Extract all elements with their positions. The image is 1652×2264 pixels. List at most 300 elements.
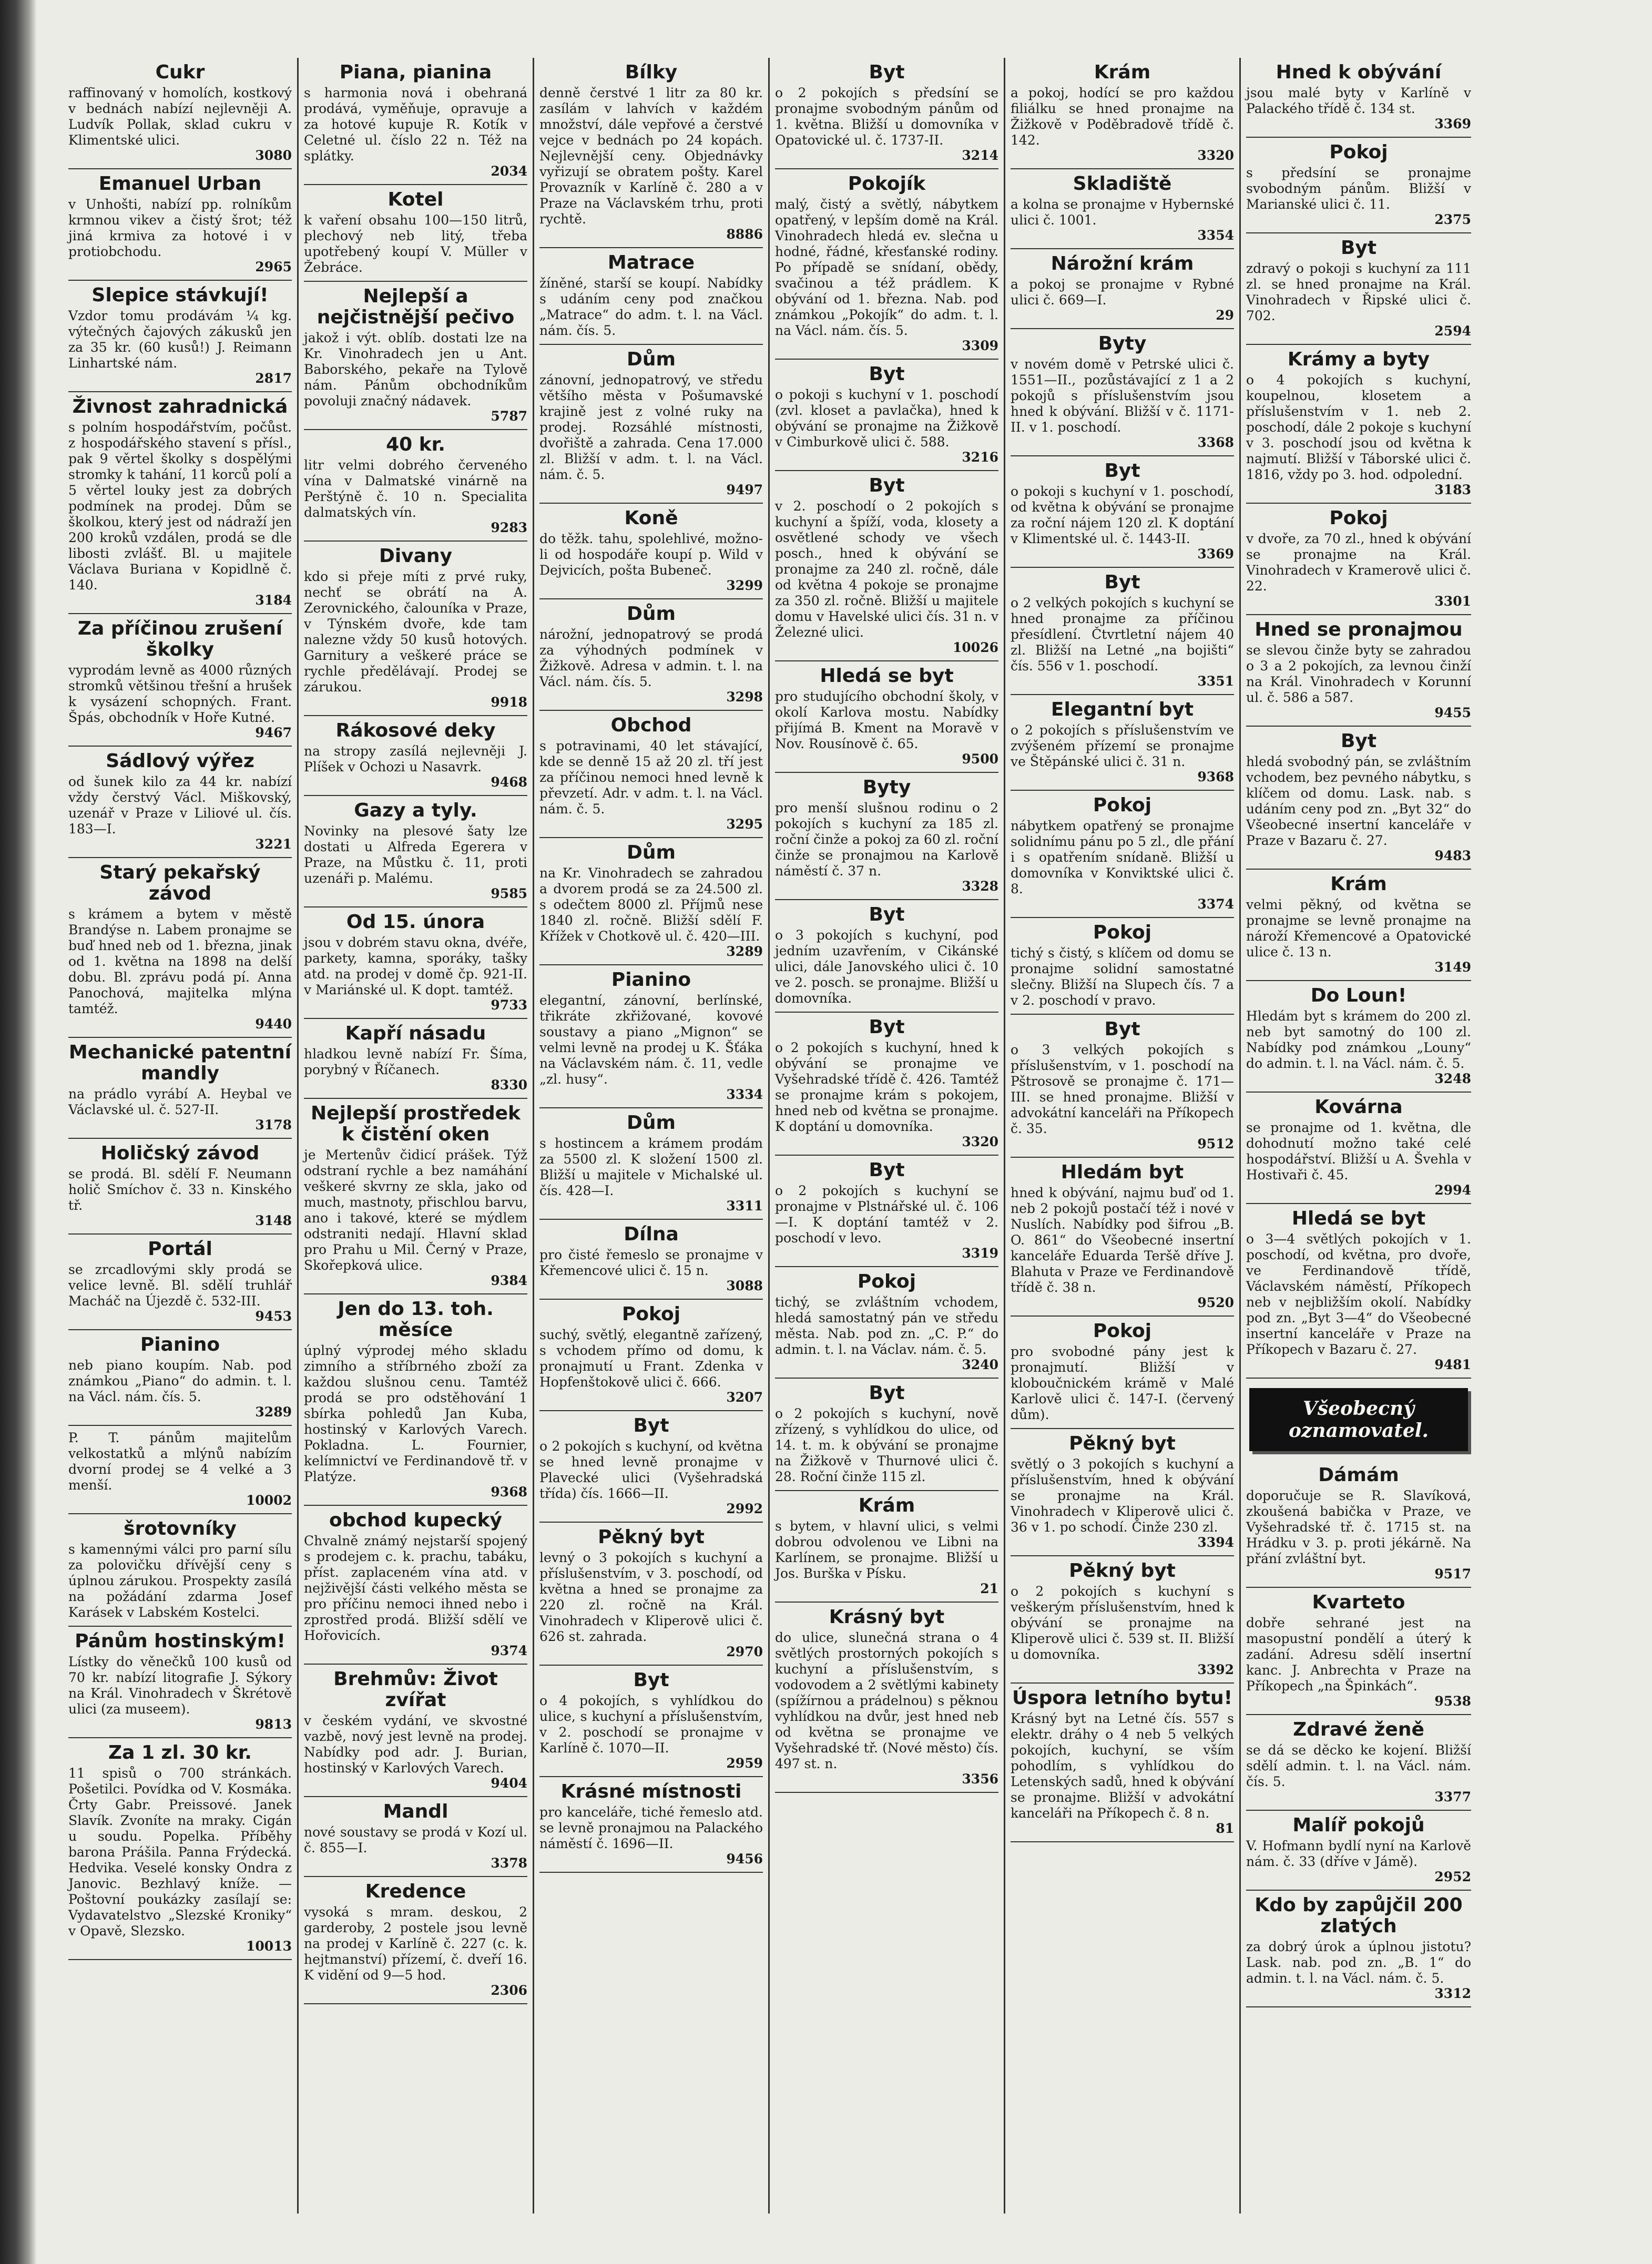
- ad-heading: Pokoj: [857, 1271, 916, 1292]
- classified-ad: [539, 504, 763, 599]
- ad-heading: Malíř pokojů: [1292, 1814, 1425, 1836]
- ad-number: 21: [980, 1581, 998, 1596]
- ad-heading: Krám: [1330, 873, 1387, 895]
- classified-ad: [1246, 504, 1471, 615]
- ad-number: 3354: [1197, 228, 1234, 243]
- classified-ad: [68, 1738, 292, 1960]
- ad-heading: Brehmův: Život zvířat: [333, 1668, 498, 1711]
- ad-number: 9456: [726, 1851, 763, 1867]
- ad-number: 9468: [491, 774, 527, 790]
- classified-ad: [304, 185, 527, 282]
- ad-heading: Jen do 13. toh. měsíce: [338, 1298, 494, 1341]
- ad-text: jsou v dobrém stavu okna, dvéře, parkety, kamna, sporáky, tašky atd. na prodej v domě čp. 921-II. v Mariánské ul. K dopt. tamtéž.: [304, 935, 527, 997]
- ad-text: do ulice, slunečná strana o 4 světlých prostorných pokojích s kuchyní a příslušenstvím, s vodovodem a 2 světlými kabinety (spížírnou a prádelnou) s pěknou vyhlídkou na dvůr, jest hned neb od května se pronajme ve Vyšehradské tř. (Nové město) čís. 497 st. n.: [775, 1630, 998, 1771]
- classified-ad: [1011, 169, 1234, 249]
- ad-text: raffinovaný v homolích, kostkový v bednách nabízí nejlevněji A. Ludvík Pollak, sklad cukru v Klimentské ulici.: [68, 85, 292, 148]
- ad-heading: Holičský závod: [100, 1143, 260, 1164]
- ad-number: 3374: [1197, 896, 1234, 912]
- ad-text: se pronajme od 1. května, dle dohodnutí možno také celé hospodářství. Bližší u A. Švehla v Hostivaři č. 45.: [1246, 1120, 1471, 1182]
- ad-heading: Pokoj: [1093, 1320, 1152, 1342]
- ad-text: pro svobodné pány jest k pronajmutí. Bližší v kloboučnickém krámě v Malé Karlově ulici č. 147-I. (červený dům).: [1011, 1344, 1234, 1422]
- classified-ad: [1011, 249, 1234, 329]
- classified-ad: [775, 661, 998, 773]
- ad-heading: Portál: [148, 1238, 212, 1260]
- ad-text: 11 spisů o 700 stránkách. Pošetilci. Povídka od V. Kosmáka. Črty Gabr. Preissové. Janek Slavík. Zvoníte na mraky. Cigán u soudu. Popelka. Příběhy barona Prášila. Panna Frýdecká. Hedvika. Veselé konsky Ondra z Janovic. Bezhlavý kníže. — Poštovní poukázky zasílají se: Vydavatelstvo „Slezské Kroniky“ v Opavě, Slezsko.: [68, 1766, 292, 1939]
- ad-text: Krásný byt na Letné čís. 557 s elektr. dráhy o 4 neb 5 velkých pokojích, kuchyní, se vším pohodlím, s vyhlídkou do Letenských sadů, hned k obývání se pronajme. Bližší v advokátní kanceláři na Příkopech č. 8 n.: [1011, 1711, 1234, 1821]
- classified-ad: [775, 1491, 998, 1603]
- ad-text: za dobrý úrok a úplnou jistotu? Lask. nab. pod zn. „B. 1“ do admin. t. l. na Václ. nám. č. 5.: [1246, 1939, 1471, 1986]
- ad-number: 2817: [255, 371, 292, 386]
- classified-ad: [1246, 1461, 1471, 1588]
- ad-text: v dvoře, za 70 zl., hned k obývání se pronajme na Král. Vinohradech v Kramerově ulici č. 22.: [1246, 531, 1471, 594]
- ad-heading: Byt: [869, 904, 905, 925]
- classified-ad: [539, 248, 763, 345]
- ad-number: 3369: [1197, 546, 1234, 562]
- ad-number: 3334: [726, 1087, 763, 1102]
- ad-heading: 40 kr.: [386, 434, 445, 455]
- classified-ad: [304, 542, 527, 716]
- ad-heading: Byt: [869, 62, 905, 83]
- ad-heading: šrotovníky: [124, 1518, 237, 1539]
- ad-heading: Dům: [626, 603, 676, 625]
- ad-text: Lístky do věnečků 100 kusů od 70 kr. nabízí litografie J. Sýkory na Král. Vinohradech v Škrétově ulici (za museem).: [68, 1654, 292, 1717]
- ad-heading: Cukr: [155, 62, 205, 83]
- ad-text: Novinky na plesové šaty lze dostati u Alfreda Egerera v Praze, na Můstku č. 11, proti uzenáři p. Malému.: [304, 823, 527, 886]
- ad-text: o 2 pokojích s kuchyní se pronajme v Plstnářské ul. č. 106—I. K doptání tamtéž v 2. poschodí v levo.: [775, 1183, 998, 1246]
- ad-text: je Mertenův čidicí prášek. Týž odstraní rychle a bez namáhání veškeré skvrny ze skla, jako od much, mastnoty, přischlou barvu, ano i takové, které se mýdlem odstraniti nedají. Hlavní sklad pro Prahu u Mil. Černý v Praze, Skořepková ulice.: [304, 1147, 527, 1273]
- classified-ad: [68, 858, 292, 1038]
- classified-ad: [304, 1665, 527, 1797]
- classified-ad: [1011, 1015, 1234, 1158]
- ad-number: 3178: [255, 1117, 292, 1133]
- ad-number: 3207: [726, 1390, 763, 1405]
- ad-text: o pokoji s kuchyní v 1. poschodí (zvl. kloset a pavlačka), hned k obývání se pronajme na Žižkově v Cimburkově ulici č. 588.: [775, 387, 998, 450]
- classified-ad: [1246, 870, 1471, 981]
- ad-heading: Nárožní krám: [1051, 253, 1194, 274]
- ad-heading: Pianino: [140, 1334, 220, 1355]
- ad-text: s polním hospodářstvím, počůst. z hospodářského stavení s přísl., pak 9 věrtel školky s dospělými stromky k tahání, 11 korců polí a 5 věrtel louky jest za dobrých podmínek na prodej. Dům se školkou, který jest od nádraží jen 200 kroků vzdálen, prodá se dle libosti zvlášť. Bl. u majitele Václava Buriana v Kopidlně č. 140.: [68, 420, 292, 593]
- classified-ad: [1246, 345, 1471, 504]
- ad-text: vyprodám levně as 4000 různých stromků většinou třešní a hrušek k vysázení schopných. Frant. Špás, obchodník v Hoře Kutné.: [68, 662, 292, 725]
- ad-text: jsou malé byty v Karlíně v Palackého třídě č. 134 st.: [1246, 85, 1471, 116]
- ad-text: dobře sehrané jest na masopustní pondělí a úterý k zadání. Adresu sdělí insertní kanc. J. Anbrechta v Praze na Příkopech „na Špinkách“.: [1246, 1615, 1471, 1694]
- ad-number: 3184: [255, 593, 292, 608]
- ad-text: tichý, se zvláštním vchodem, hledá samostatný pán ve středu města. Nab. pod zn. „C. P.“ do admin. t. l. na Václav. nám. č. 5.: [775, 1294, 998, 1357]
- ad-number: 3088: [726, 1278, 763, 1293]
- ad-number: 9440: [255, 1016, 292, 1032]
- ad-heading: Mandl: [383, 1801, 448, 1822]
- ad-heading: Pěkný byt: [598, 1526, 705, 1548]
- column-5: [1005, 58, 1241, 2214]
- ad-number: 3394: [1197, 1535, 1234, 1550]
- ad-text: Vzdor tomu prodávám ¼ kg. výtečných čajových zákusků jen za 35 kr. (60 kusů!) J. Reimann Linhartské nám.: [68, 308, 292, 371]
- ad-number: 2952: [1434, 1869, 1471, 1884]
- ad-heading: Byt: [869, 363, 905, 385]
- classified-ad: [68, 1038, 292, 1139]
- column-2: [299, 58, 534, 2214]
- ad-heading: Kapří násadu: [345, 1023, 486, 1044]
- ad-text: zánovní, jednopatrový, ve středu většího města v Pošumavské krajině jest z volné ruky na prodej. Rozsáhlé místnosti, dvořiště a zahrada. Cena 17.000 zl. Bližší v adm. t. l. na Václ. nám. č. 5.: [539, 372, 763, 482]
- classified-ad: [304, 1797, 527, 1877]
- ad-number: 3377: [1434, 1789, 1471, 1804]
- ad-number: 2959: [726, 1756, 763, 1771]
- ad-heading: Zdravé ženě: [1293, 1719, 1424, 1740]
- classified-ad: [1246, 1588, 1471, 1715]
- classified-ad: [304, 58, 527, 185]
- ad-number: 3328: [962, 879, 998, 894]
- ad-heading: Obchod: [610, 715, 692, 736]
- ad-text: úplný výprodej mého skladu zimního a stříbrného zboží za každou slušnou cenu. Tamtéž prodá se pro odstěhování 1 sbírka pohledů Jan Kuba, hostinský v Karlových Varech. Pokladna. L. Fournier, kelímnictví ve Ferdinandově tř. v Platýze.: [304, 1343, 527, 1484]
- ad-heading: Divany: [379, 545, 453, 567]
- ad-text: hned k obývání, najmu buď od 1. neb 2 pokojů postačí též i nové v Nuslích. Nabídky pod šifrou „B. O. 861“ do Všeobecné insertní kanceláře Eduarda Teršě dříve J. Blahuta v Praze ve Ferdinandově třídě č. 38 n.: [1011, 1185, 1234, 1295]
- ad-heading: Dílna: [624, 1223, 679, 1245]
- ad-text: velmi pěkný, od května se pronajme se levně pronajme na nároží Křemencové a Opatovické ulice č. 13 n.: [1246, 897, 1471, 960]
- ad-text: doporučuje se R. Slavíková, zkoušená babička v Praze, ve Vyšehradské tř. č. 1715 st. na Hrádku v 3. p. proti jékárně. Na přání zvláštní byt.: [1246, 1488, 1471, 1566]
- classified-ad: [775, 1603, 998, 1793]
- ad-heading: Kovárna: [1314, 1096, 1403, 1118]
- ad-number: 9467: [255, 725, 292, 740]
- ad-number: 3221: [255, 837, 292, 852]
- ad-heading: Skladiště: [1073, 173, 1172, 195]
- ad-heading: Mechanické patentní mandly: [68, 1042, 292, 1084]
- ad-heading: Gazy a tyly.: [354, 800, 477, 821]
- ad-text: pro kanceláře, tiché řemeslo atd. se levně pronajmou na Palackého náměstí č. 1696—II.: [539, 1804, 763, 1851]
- ad-number: 9483: [1434, 848, 1471, 863]
- ad-number: 8886: [726, 227, 763, 242]
- ad-heading: obchod kupecký: [329, 1510, 502, 1531]
- classified-ad: [1011, 695, 1234, 791]
- ad-number: 9520: [1197, 1295, 1234, 1310]
- ad-heading: Piana, pianina: [339, 62, 492, 83]
- classified-ad: [1246, 1204, 1471, 1379]
- ad-number: 3368: [1197, 435, 1234, 450]
- ad-heading: Byt: [1340, 730, 1377, 752]
- classified-ad: [1011, 456, 1234, 568]
- classified-columns: [63, 58, 1619, 2214]
- ad-number: 81: [1216, 1821, 1234, 1836]
- classified-ad: [775, 58, 998, 169]
- ad-number: 9404: [491, 1776, 527, 1791]
- ad-heading: Hledám byt: [1060, 1161, 1184, 1183]
- ad-heading: Byt: [633, 1669, 669, 1691]
- ad-number: 3351: [1197, 674, 1234, 689]
- ad-number: 8330: [491, 1077, 527, 1093]
- ad-text: v 2. poschodí o 2 pokojích s kuchyní a špíží, voda, klosety a osvětlené schody ve všech posch., hned k obývání se pronajme za 240 zl. ročně, dále od května 4 pokoje se pronajme za 350 zl. ročně. Bližší u majitele domu v Havelské ulici čís. 31 n. v Železné ulici.: [775, 498, 998, 640]
- ad-number: 9368: [491, 1484, 527, 1500]
- ad-text: o 3—4 světlých pokojích v 1. poschodí, od května, pro dvoře, ve Ferdinandově třídě, Václavském náměstí, Příkopech neb v nejbližším okolí. Nabídky pod zn. „Byt 3—4“ do Všeobecné insertní kanceláře v Praze na Příkopech v Bazaru č. 27.: [1246, 1231, 1471, 1357]
- ad-heading: Dámám: [1318, 1464, 1399, 1486]
- ad-number: 3149: [1434, 960, 1471, 975]
- ad-heading: Pokoj: [1093, 922, 1152, 943]
- classified-ad: [539, 345, 763, 504]
- classified-ad: [1246, 233, 1471, 345]
- ad-heading: Dům: [626, 842, 676, 863]
- ad-number: 10013: [246, 1939, 292, 1954]
- ad-text: o 2 pokojích s kuchyní, hned k obývání se pronajme ve Vyšehradské třídě č. 426. Tamtéž se pronajme krám s pokojem, hned neb od května se pronajme. K doptání u domovníka.: [775, 1040, 998, 1134]
- ad-heading: Elegantní byt: [1051, 699, 1194, 720]
- ad-text: malý, čistý a světlý, nábytkem opatřený, v lepším domě na Král. Vinohradech hledá ev. slečna u hodné, řádné, křesťanské rodiny. Po případě se snídaní, obědy, svačinou a též prádlem. K obývání od 1. března. Nab. pod známkou „Pokojík“ do adm. t. l. na Václ. nám. čís. 5.: [775, 197, 998, 338]
- ad-number: 9384: [491, 1273, 527, 1288]
- classified-ad: [539, 1108, 763, 1220]
- ad-number: 3216: [962, 450, 998, 465]
- ad-text: elegantní, zánovní, berlínské, třikráte zkřižované, kovové soustavy a piano „Mignon“ se velmi levně na prodej u K. Šťáka na Václavském nám. č. 11, vedle „zl. husy“.: [539, 993, 763, 1087]
- ad-heading: Byt: [633, 1415, 669, 1436]
- ad-text: neb piano koupím. Nab. pod známkou „Piano“ do admin. t. l. na Václ. nám. čís. 5.: [68, 1358, 292, 1404]
- ad-number: 3289: [255, 1404, 292, 1420]
- ad-number: 3248: [1434, 1071, 1471, 1086]
- classified-ad: [1011, 1556, 1234, 1684]
- ad-text: o 2 pokojích s příslušenstvím ve zvýšeném přízemí se pronajme ve Štěpánské ulici č. 31 n.: [1011, 722, 1234, 769]
- classified-ad: [775, 900, 998, 1013]
- ad-text: do těžk. tahu, spolehlivé, možno-li od hospodáře koupí p. Wild v Dejvicích, pošta Bubeneč.: [539, 531, 763, 578]
- ad-heading: Sádlový výřez: [106, 750, 254, 772]
- classified-ad: [539, 1220, 763, 1300]
- ad-heading: Do Loun!: [1310, 985, 1407, 1006]
- ad-heading: Od 15. února: [346, 911, 485, 933]
- ad-heading: Živnost zahradnická: [72, 396, 288, 417]
- classified-ad: [1011, 1158, 1234, 1317]
- ad-text: se dá se děcko ke kojení. Bližší sdělí admin. t. l. na Václ. nám. čís. 5.: [1246, 1742, 1471, 1789]
- ad-number: 3295: [726, 817, 763, 832]
- column-6: [1241, 58, 1476, 2214]
- ad-heading: Slepice stávkují!: [91, 284, 269, 306]
- ad-heading: Byty: [1098, 333, 1147, 354]
- ad-heading: Hledá se byt: [820, 665, 954, 687]
- column-3: [534, 58, 770, 2214]
- ad-heading: Byt: [869, 1016, 905, 1038]
- ad-text: V. Hofmann bydlí nyní na Karlově nám. č. 33 (dříve v Jámě).: [1246, 1838, 1471, 1869]
- classified-ad: [1011, 329, 1234, 456]
- classified-ad: [68, 1235, 292, 1330]
- classified-ad: [1011, 1429, 1234, 1556]
- classified-ad: [539, 711, 763, 838]
- classified-ad: [1246, 615, 1471, 727]
- ad-number: 3298: [726, 689, 763, 705]
- classified-ad: [68, 1514, 292, 1627]
- classified-ad: [775, 1379, 998, 1491]
- classified-ad: [775, 1013, 998, 1156]
- ad-text: vysoká s mram. deskou, 2 garderoby, 2 postele jsou levně na prodej v Karlíně č. 227 (c. k. hejtmanství) přízemí, č. dveří 16. K vidění od 9—5 hod.: [304, 1904, 527, 1983]
- classified-ad: [1011, 58, 1234, 169]
- ad-number: 3319: [962, 1246, 998, 1261]
- ad-number: 3320: [1197, 148, 1234, 163]
- ad-heading: Emanuel Urban: [98, 173, 262, 195]
- ad-text: o 2 pokojích s předsíní se pronajme svobodným pánům od 1. května. Bližší u domovníka v Opatovické ul. č. 1737-II.: [775, 85, 998, 148]
- ad-number: 9512: [1197, 1136, 1234, 1151]
- ad-text: na stropy zasílá nejlevněji J. Plíšek v Ochozi u Nasavrk.: [304, 743, 527, 774]
- ad-heading: Pokoj: [1329, 507, 1388, 529]
- ad-number: 9453: [255, 1309, 292, 1324]
- classified-ad: [1246, 1715, 1471, 1811]
- ad-number: 9481: [1434, 1357, 1471, 1372]
- ad-number: 10002: [246, 1493, 292, 1508]
- ad-text: v Unhošti, nabízí pp. rolníkům krmnou vikev a čistý šrot; též jiná krmiva za hotové i v protiobchodu.: [68, 197, 292, 259]
- ad-number: 3214: [962, 148, 998, 163]
- ad-heading: Nejlepší prostředek k čistění oken: [311, 1103, 521, 1145]
- ad-text: o 2 velkých pokojích s kuchyní se hned pronajme za příčinou přesídlení. Čtvrtletní nájem 40 zl. Bližší na Letné „na bojišti“ čís. 556 v 1. poschodí.: [1011, 595, 1234, 674]
- classified-ad: [539, 58, 763, 248]
- classified-ad: [775, 1267, 998, 1379]
- ad-text: a kolna se pronajme v Hybernské ulici č. 1001.: [1011, 197, 1234, 228]
- ad-heading: Za 1 zl. 30 kr.: [108, 1742, 252, 1763]
- ad-number: 3320: [962, 1134, 998, 1149]
- ad-number: 3309: [962, 338, 998, 353]
- classified-ad: [539, 1523, 763, 1666]
- classified-ad: [304, 1877, 527, 2004]
- ad-heading: Byt: [1104, 460, 1140, 482]
- ad-heading: Pokoj: [621, 1303, 681, 1325]
- ad-number: 3148: [255, 1213, 292, 1228]
- ad-text: litr velmi dobrého červeného vína v Dalmatské vinárně na Perštýně č. 10 n. Specialita dalmatských vín.: [304, 457, 527, 520]
- classified-ad: [539, 838, 763, 965]
- classified-ad: [539, 599, 763, 711]
- ad-text: o pokoji s kuchyní v 1. poschodí, od května k obývání se pronajme za roční nájem 120 zl. K doptání v Klimentské ul. č. 1443-II.: [1011, 484, 1234, 546]
- classified-ad: [68, 1139, 292, 1235]
- ad-number: 9455: [1434, 705, 1471, 720]
- ad-text: světlý o 3 pokojích s kuchyní a příslušenstvím, hned k obývání se pronajme na Král. Vinohradech v Kliperově ulici č. 36 v 1. po schodí. Činže 230 zl.: [1011, 1456, 1234, 1535]
- ad-text: Hledám byt s krámem do 200 zl. neb byt samotný do 100 zl. Nabídky pod známkou „Louny“ do admin. t. l. na Václ. nám. č. 5.: [1246, 1008, 1471, 1071]
- ad-text: kdo si přeje míti z prvé ruky, nechť se obrátí na A. Zerovnického, čalouníka v Praze, v Týnském dvoře, kde tam nalezne vždy 50 kusů hotových. Garnitury a veškeré práce se rychle předělávají. Prodej se zárukou.: [304, 569, 527, 695]
- ad-text: s předsíní se pronajme svobodným pánům. Bližší v Marianské ulici č. 11.: [1246, 165, 1471, 212]
- ad-number: 9585: [491, 886, 527, 901]
- ad-text: a pokoj, hodící se pro každou filiálku se hned pronajme na Žižkově v Poděbradově třídě č. 142.: [1011, 85, 1234, 148]
- ad-heading: Byt: [869, 475, 905, 496]
- ad-number: 2970: [726, 1644, 763, 1659]
- classified-ad: [68, 392, 292, 614]
- ad-number: 3299: [726, 578, 763, 593]
- ad-heading: Nejlepší a nejčistnější pečivo: [317, 285, 515, 328]
- classified-ad: [68, 1426, 292, 1514]
- classified-ad: [775, 773, 998, 900]
- ad-number: 9283: [491, 520, 527, 535]
- ad-text: levný o 3 pokojích s kuchyní a příslušenstvím, v 3. poschodí, od května a hned se pronajme za 220 zl. ročně na Král. Vinohradech v Kliperově ulici č. 626 st. zahrada.: [539, 1550, 763, 1644]
- classified-ad: [1246, 1811, 1471, 1891]
- ad-heading: Bílky: [625, 62, 678, 83]
- ad-number: 9813: [255, 1717, 292, 1732]
- ad-text: k vaření obsahu 100—150 litrů, plechový neb litý, třeba upotřebený koupí V. Müller v Žebráce.: [304, 212, 527, 275]
- ad-text: žíněné, starší se koupí. Nabídky s udáním ceny pod značkou „Matrace“ do adm. t. l. na Václ. nám. čís. 5.: [539, 276, 763, 338]
- classified-ad: [539, 1411, 763, 1523]
- classified-ad: [304, 282, 527, 430]
- ad-text: o 3 pokojích s kuchyní, pod jedním uzavřením, v Cikánské ulici, dále Janovského ulici č. 10 ve 2. posch. se pronajme. Bližší u domovníka.: [775, 927, 998, 1006]
- classified-ad: [775, 360, 998, 471]
- ad-text: hladkou levně nabízí Fr. Šíma, porybný v Říčanech.: [304, 1046, 527, 1077]
- classified-ad: [1011, 568, 1234, 695]
- ad-heading: Pokojík: [848, 173, 926, 195]
- ad-text: jakož i výt. oblíb. dostati lze na Kr. Vinohradech jen u Ant. Baborského, pekaře na Tylově nám. Pánům obchodníkům povoluji značný nádavek.: [304, 330, 527, 409]
- ad-heading: Za příčinou zrušení školky: [77, 618, 283, 660]
- ad-number: 2306: [491, 1983, 527, 1998]
- ad-number: 3183: [1434, 482, 1471, 497]
- ad-heading: Dům: [626, 1112, 676, 1134]
- ad-heading: Pěkný byt: [1069, 1560, 1176, 1582]
- ad-heading: Kvarteto: [1312, 1592, 1405, 1613]
- classified-ad: [304, 1294, 527, 1506]
- classified-ad: [775, 1156, 998, 1267]
- ad-number: 9374: [491, 1643, 527, 1658]
- ad-number: 3312: [1434, 1986, 1471, 2001]
- classified-ad: [1246, 138, 1471, 233]
- ad-number: 9538: [1434, 1694, 1471, 1709]
- classified-ad: [775, 471, 998, 661]
- ad-heading: Krásné místnosti: [560, 1781, 742, 1802]
- ad-heading: Byty: [862, 777, 911, 798]
- ad-text: nárožní, jednopatrový se prodá za výhodných podmínek v Žižkově. Adresa v admin. t. l. na Václ. nám. čís. 5.: [539, 627, 763, 689]
- ad-text: denně čerstvé 1 litr za 80 kr. zasílám v lahvích v každém množství, dále vepřové a čerstvé vejce v bednách po 24 kopách. Nejlevnější ceny. Objednávky vyřizují se obratem pošty. Karel Provazník v Karlíně č. 280 a v Praze na Václavském trhu, proti rychtě.: [539, 85, 763, 227]
- ad-number: 2375: [1434, 212, 1471, 227]
- classified-ad: [304, 1099, 527, 1294]
- ad-number: 3080: [255, 148, 292, 163]
- classified-ad: [304, 716, 527, 796]
- ad-text: s harmonia nová i obehraná prodává, vyměňuje, opravuje a za hotové kupuje R. Kotík v Celetné ul. číslo 22 n. Též na splátky.: [304, 85, 527, 164]
- ad-heading: Krám: [858, 1495, 915, 1516]
- ad-text: o 2 pokojích s kuchyní, od května se hned levně pronajme v Plavecké ulici (Vyšehradská třída) čís. 1666—II.: [539, 1439, 763, 1501]
- ad-text: s krámem a bytem v městě Brandýse n. Labem pronajme se buď hned neb od 1. března, jinak od 1. května na 1898 na delší dobu. Bl. zprávu podá pí. Anna Panochová, majitelka mlýna tamtéž.: [68, 906, 292, 1016]
- ad-number: 9500: [962, 751, 998, 767]
- ad-text: o 4 pokojích s kuchyní, koupelnou, klosetem a příslušenstvím v 1. neb 2. poschodí, dále 2 pokoje s kuchyní v 3. poschodí jsou od května k najmutí. Bližší v Táborské ulici č. 1816, vždy po 3. hod. odpolední.: [1246, 372, 1471, 482]
- ad-heading: Kotel: [387, 189, 444, 210]
- classified-ad: [1011, 918, 1234, 1015]
- ad-heading: Pokoj: [1329, 141, 1388, 163]
- classified-ad: [1246, 981, 1471, 1093]
- ad-heading: Hledá se byt: [1291, 1208, 1426, 1229]
- classified-ad: [539, 965, 763, 1108]
- ad-number: 3378: [491, 1855, 527, 1871]
- ad-number: 2594: [1434, 323, 1471, 339]
- classified-ad: [539, 1666, 763, 1777]
- classified-ad: [68, 281, 292, 392]
- ad-text: se zrcadlovými skly prodá se velice levně. Bl. sdělí truhlář Macháč na Újezdě č. 532-III.: [68, 1262, 292, 1309]
- ad-text: pro menší slušnou rodinu o 2 pokojích s kuchyní za 185 zl. roční činže a pokoj za 60 zl. roční činže se pronajmou na Karlově náměstí č. 37 n.: [775, 800, 998, 879]
- ad-heading: Úspora letního bytu!: [1012, 1687, 1233, 1709]
- ad-text: o 3 velkých pokojích s příslušenstvím, v 1. poschodí na Pštrosově se pronajme č. 171—III. se hned pronajme. Bližší v advokátní kanceláři na Příkopech č. 35.: [1011, 1042, 1234, 1136]
- ad-number: 9368: [1197, 769, 1234, 784]
- ad-text: o 2 pokojích s kuchyní, nově zřízený, s vyhlídkou do ulice, od 14. t. m. k obývání se pronajme na Žižkově v Thurnové ulici č. 28. Roční činže 115 zl.: [775, 1406, 998, 1484]
- ad-text: hledá svobodný pán, se zvláštním vchodem, bez pevného nábytku, s klíčem od domu. Lask. nab. s udáním ceny pod zn. „Byt 32“ do Všeobecné insertní kanceláře v Praze v Bazaru č. 27.: [1246, 754, 1471, 848]
- ad-text: se slevou činže byty se zahradou o 3 a 2 pokojích, za levnou činží na Král. Vinohradech v Korunní ul. č. 586 a 587.: [1246, 643, 1471, 705]
- ad-text: s kamennými válci pro parní sílu za polovičku dřívější ceny s úplnou zárukou. Prospekty zasílá na požádání zdarma Josef Karásek v Labském Kostelci.: [68, 1542, 292, 1620]
- classified-ad: [68, 747, 292, 858]
- ad-text: o 2 pokojích s kuchyní s veškerým příslušenstvím, hned k obývání se pronajme na Kliperově ulici č. 539 st. II. Bližší u domovníka.: [1011, 1584, 1234, 1662]
- ad-heading: Krásný byt: [829, 1606, 945, 1628]
- ad-text: v českém vydání, ve skvostné vazbě, nový jest levně na prodej. Nabídky pod adr. J. Burian, hostinský v Karlových Varech.: [304, 1713, 527, 1776]
- ad-heading: Krámy a byty: [1287, 349, 1430, 370]
- ad-number: 3369: [1434, 116, 1471, 131]
- ad-heading: Pokoj: [1093, 794, 1152, 816]
- classified-ad: [1011, 1684, 1234, 1842]
- ad-heading: Krám: [1094, 62, 1151, 83]
- ad-text: s hostincem a krámem prodám za 5500 zl. K složení 1500 zl. Bližší u majitele v Michalské ul. čís. 428—I.: [539, 1136, 763, 1198]
- ad-heading: Hned k obývání: [1276, 62, 1442, 83]
- ad-text: v novém domě v Petrské ulici č. 1551—II., pozůstávající z 1 a 2 pokojů s příslušenstvím jsou hned k obývání. Bližší v č. 1171-II. v 1. poschodí.: [1011, 356, 1234, 435]
- classified-ad: [1011, 791, 1234, 918]
- classified-ad: [304, 1019, 527, 1099]
- ad-text: s potravinami, 40 let stávající, kde se denně 15 až 20 zl. tří jest za příčinou nemoci hned levně k převzetí. Adr. v adm. t. l. na Václ. nám. č. 5.: [539, 738, 763, 817]
- ad-text: nové soustavy se prodá v Kozí ul. č. 855—I.: [304, 1824, 527, 1855]
- ad-number: 2992: [726, 1501, 763, 1516]
- classified-ad: [68, 1627, 292, 1738]
- ad-number: 3301: [1434, 594, 1471, 609]
- ad-heading: Rákosové deky: [335, 720, 496, 741]
- classified-ad: [1011, 1317, 1234, 1429]
- section-banner: Všeobecný oznamovatel.: [1249, 1388, 1468, 1451]
- classified-ad: [539, 1777, 763, 1873]
- ad-text: pro studujícího obchodní školy, v okolí Karlova mostu. Nabídky přijímá B. Kment na Moravě v Nov. Rousínově č. 65.: [775, 689, 998, 751]
- classified-ad: [1246, 58, 1471, 138]
- ad-text: zdravý o pokoji s kuchyní za 111 zl. se hned pronajme na Král. Vinohradech v Řipské ulici č. 702.: [1246, 261, 1471, 323]
- ad-text: tichý s čistý, s klíčem od domu se pronajme solidní samostatné slečny. Bližší na Slupech čís. 7 a v 2. poschodí v pravo.: [1011, 945, 1234, 1008]
- classified-ad: [68, 169, 292, 281]
